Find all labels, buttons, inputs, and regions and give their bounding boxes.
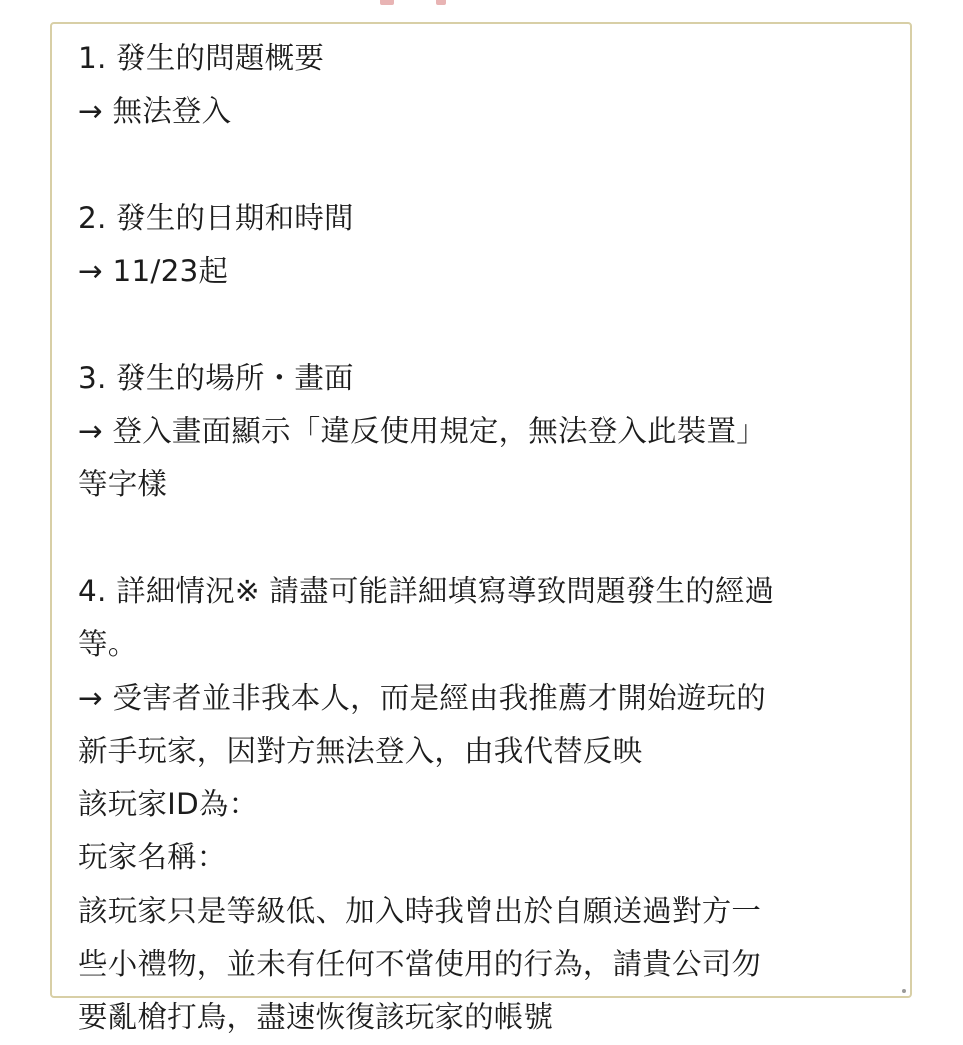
- top-edge-marks: [0, 0, 963, 20]
- text-line: 該玩家只是等級低、加入時我曾出於自願送過對方一: [78, 893, 762, 928]
- text-line: 1. 發生的問題概要: [78, 41, 325, 75]
- resize-handle-icon[interactable]: [902, 989, 906, 993]
- text-line: 該玩家ID為：: [78, 787, 259, 822]
- text-line: → 登入畫面顯示「違反使用規定，無法登入此裝置」: [78, 414, 766, 449]
- cropped-mark-right: [436, 0, 446, 5]
- text-line: 等字樣: [78, 467, 168, 502]
- text-line: 2. 發生的日期和時間: [78, 200, 354, 235]
- text-line: [78, 298, 898, 351]
- text-line: 玩家名稱：: [78, 840, 227, 875]
- text-line: [78, 512, 898, 565]
- text-line: 新手玩家，因對方無法登入，由我代替反映: [78, 733, 643, 768]
- text-line: [78, 139, 898, 192]
- text-line: 4. 詳細情況※ 請盡可能詳細填寫導致問題發生的經過: [78, 573, 775, 608]
- text-line: 些小禮物，並未有任何不當使用的行為，請貴公司勿: [78, 947, 762, 982]
- text-line: 等。: [78, 627, 138, 662]
- text-line: → 受害者並非我本人，而是經由我推薦才開始遊玩的: [78, 680, 766, 715]
- cropped-mark-left: [380, 0, 394, 5]
- text-line: → 無法登入: [78, 94, 232, 129]
- text-line: 要亂槍打鳥，盡速恢復該玩家的帳號: [78, 1000, 554, 1035]
- text-line: 3. 發生的場所・畫面: [78, 360, 354, 395]
- report-textarea[interactable]: [50, 22, 912, 1035]
- text-line: → 11/23起: [78, 254, 229, 289]
